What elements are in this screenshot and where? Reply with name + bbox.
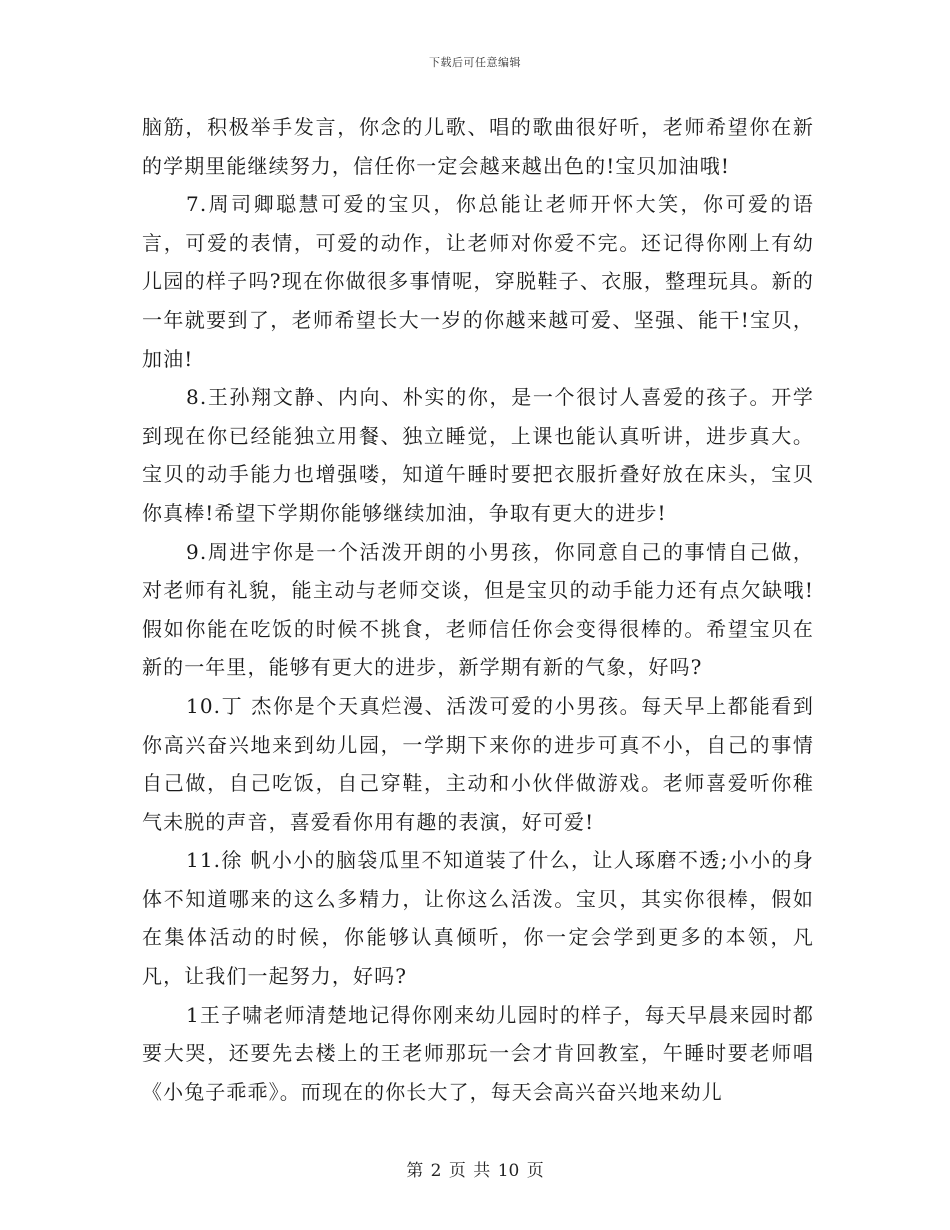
paragraph-item-9: 9.周进宇你是一个活泼开朗的小男孩，你同意自己的事情自己做，对老师有礼貌，能主动与老师交谈，但是宝贝的动手能力还有点欠缺哦!假如你能在吃饭的时候不挑食，老师信任你会变得很棒的。希望宝贝在新的一年里，能够有更大的进步，新学期有新的气象，好吗? (142, 539, 814, 680)
paragraph-item-8: 8.王孙翔文静、内向、朴实的你，是一个很讨人喜爱的孩子。开学到现在你已经能独立用餐、独立睡觉，上课也能认真听讲，进步真大。宝贝的动手能力也增强喽，知道午睡时要把衣服折叠好放在床头，宝贝你真棒!希望下学期你能够继续加油，争取有更大的进步! (142, 385, 814, 525)
page-header-note: 下载后可任意编辑 (429, 56, 521, 69)
paragraph-item-1: 1王子啸老师清楚地记得你刚来幼儿园时的样子，每天早晨来园时都要大哭，还要先去楼上的王老师那玩一会才肯回教室，午睡时要老师唱《小兔子乖乖》。而现在的你长大了，每天会高兴奋兴地来幼儿 (142, 1002, 814, 1104)
paragraph-continued: 脑筋，积极举手发言，你念的儿歌、唱的歌曲很好听，老师希望你在新的学期里能继续努力，信任你一定会越来越出色的!宝贝加油哦! (142, 115, 814, 178)
paragraph-item-7: 7.周司卿聪慧可爱的宝贝，你总能让老师开怀大笑，你可爱的语言，可爱的表情，可爱的动作，让老师对你爱不完。还记得你刚上有幼儿园的样子吗?现在你做很多事情呢，穿脱鞋子、衣服，整理玩具。新的一年就要到了，老师希望长大一岁的你越来越可爱、坚强、能干!宝贝，加油! (142, 192, 814, 371)
paragraph-item-11: 11.徐 帆小小的脑袋瓜里不知道装了什么，让人琢磨不透;小小的身体不知道哪来的这么多精力，让你这么活泼。宝贝，其实你很棒，假如在集体活动的时候，你能够认真倾听，你一定会学到更多的本领，凡凡，让我们一起努力，好吗? (142, 848, 814, 989)
page-number-footer: 第 2 页 共 10 页 (406, 1161, 544, 1181)
document-body (142, 108, 814, 1111)
paragraph-item-10: 10.丁 杰你是个天真烂漫、活泼可爱的小男孩。每天早上都能看到你高兴奋兴地来到幼儿园，一学期下来你的进步可真不小，自己的事情自己做，自己吃饭，自己穿鞋，主动和小伙伴做游戏。老师喜爱听你稚气未脱的声音，喜爱看你用有趣的表演，好可爱! (142, 693, 814, 834)
